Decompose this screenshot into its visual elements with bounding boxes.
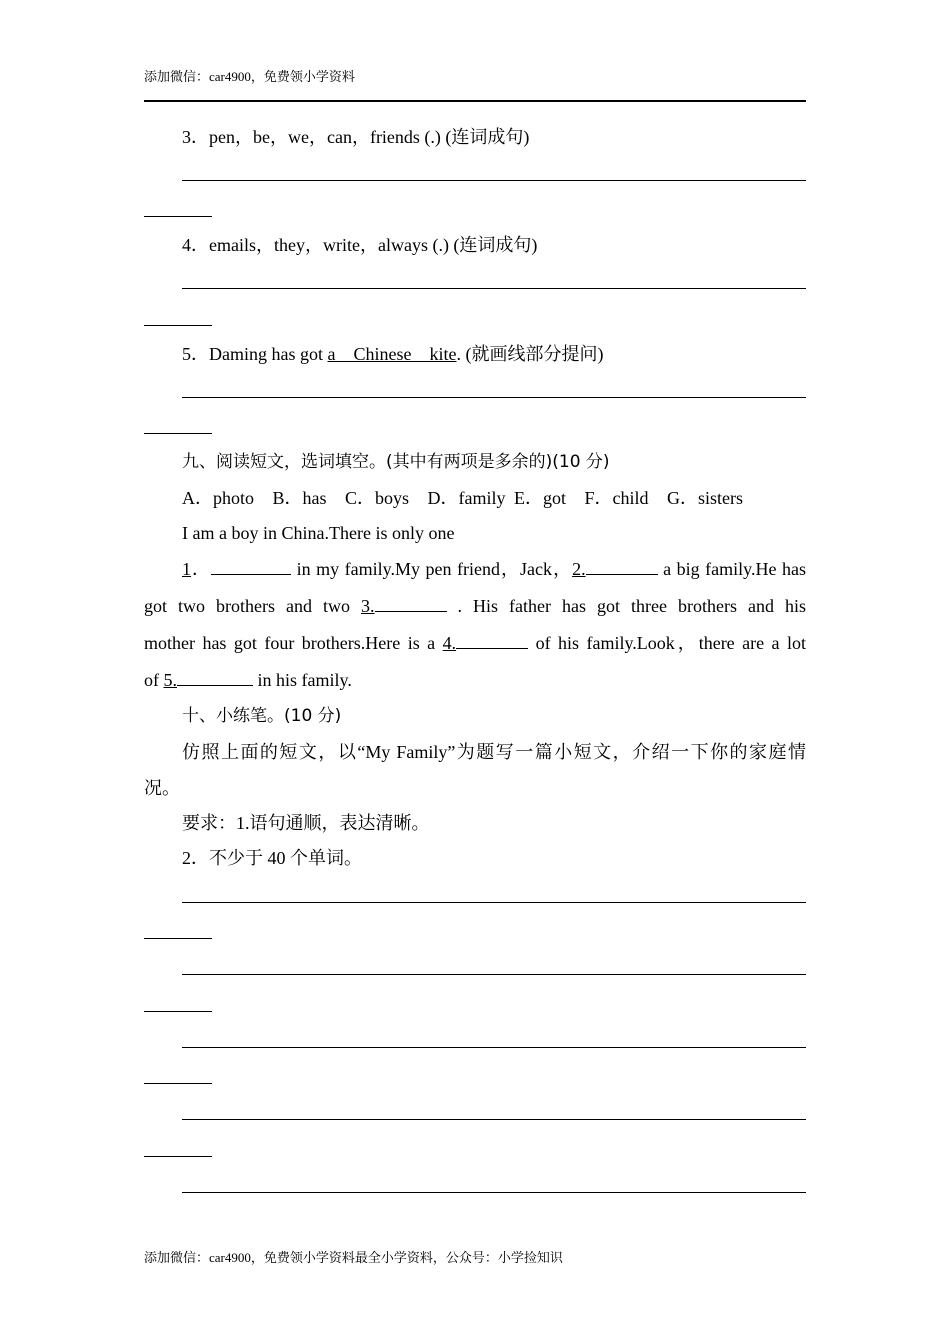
blank-5[interactable]	[177, 669, 253, 686]
writing-line-1	[182, 902, 806, 903]
question-5-underlined: a Chinese kite	[327, 344, 457, 364]
passage-line-4	[144, 668, 352, 692]
passage-line-1-text-a: in my family.My pen friend，Jack，	[291, 559, 573, 579]
option-d: D．family	[427, 488, 506, 508]
blank-1-dot: ．	[191, 559, 212, 579]
passage-line-1	[182, 557, 806, 581]
blank-3-number: 3.	[361, 596, 375, 616]
question-3: 3．pen，be，we，can，friends (.) (连词成句)	[182, 127, 530, 147]
blank-2[interactable]	[586, 558, 658, 575]
section-9-options	[182, 486, 743, 510]
blank-4-number: 4.	[442, 633, 457, 653]
blank-1[interactable]	[211, 558, 291, 575]
question-5-suffix: . (就画线部分提问)	[456, 344, 604, 364]
passage-line-1-text-b: a big family.He has	[663, 559, 806, 579]
passage-intro: I am a boy in China.There is only one	[182, 523, 455, 543]
passage-line-2-text-b: . His father has got three brothers and his	[446, 596, 806, 616]
writing-line-3	[182, 1047, 806, 1048]
writing-prompt-line-1: 仿照上面的短文，以“My Family”为题写一篇小短文，介绍一下你的家庭情	[182, 742, 806, 762]
page-footer: 添加微信：car4900，免费领小学资料最全小学资料，公众号：小学捡知识	[144, 1250, 563, 1265]
answer-line-q3-cont	[144, 216, 212, 217]
blank-5-number: 5.	[163, 670, 177, 690]
passage-line-3	[144, 631, 806, 655]
question-5-prefix: 5．Daming has got	[182, 344, 328, 364]
option-c: C．boys	[345, 488, 410, 508]
writing-line-4	[182, 1119, 806, 1120]
passage-line-2-text-a: got two brothers and two	[144, 596, 362, 616]
header-rule	[144, 100, 806, 102]
option-e: E．got	[514, 488, 567, 508]
writing-line-4-cont	[144, 1156, 212, 1157]
blank-4[interactable]	[456, 632, 528, 649]
question-5	[182, 342, 603, 366]
passage-line-2	[144, 594, 806, 618]
answer-line-q5-cont	[144, 433, 212, 434]
blank-2-number: 2.	[572, 559, 586, 579]
passage-line-3-text-b: of his family.Look，there are a lot	[528, 633, 807, 653]
option-g: G．sisters	[667, 488, 744, 508]
option-f: F．child	[584, 488, 649, 508]
passage-line-3-text-a: mother has got four brothers.Here is a	[144, 633, 443, 653]
writing-line-5	[182, 1192, 806, 1193]
passage-line-4-text-a: of	[144, 670, 164, 690]
question-4: 4．emails，they，write，always (.) (连词成句)	[182, 235, 538, 255]
answer-line-q4	[182, 288, 806, 289]
blank-1-number: 1	[182, 559, 191, 579]
writing-line-2	[182, 974, 806, 975]
section-10-title: 十、小练笔。(10 分)	[182, 706, 342, 726]
page-header: 添加微信：car4900，免费领小学资料	[144, 69, 355, 84]
passage-line-4-text-b: in his family.	[253, 670, 352, 690]
answer-line-q3	[182, 180, 806, 181]
option-b: B．has	[272, 488, 327, 508]
answer-line-q5	[182, 397, 806, 398]
requirement-1: 要求：1.语句通顺，表达清晰。	[182, 813, 430, 833]
answer-line-q4-cont	[144, 325, 212, 326]
option-a: A．photo	[182, 488, 254, 508]
blank-3[interactable]	[375, 595, 447, 612]
section-9-title: 九、阅读短文，选词填空。(其中有两项是多余的)(10 分)	[182, 452, 610, 472]
writing-prompt-line-2: 况。	[144, 778, 180, 798]
writing-line-3-cont	[144, 1083, 212, 1084]
requirement-2: 2．不少于 40 个单词。	[182, 848, 362, 868]
writing-line-2-cont	[144, 1011, 212, 1012]
writing-line-1-cont	[144, 938, 212, 939]
